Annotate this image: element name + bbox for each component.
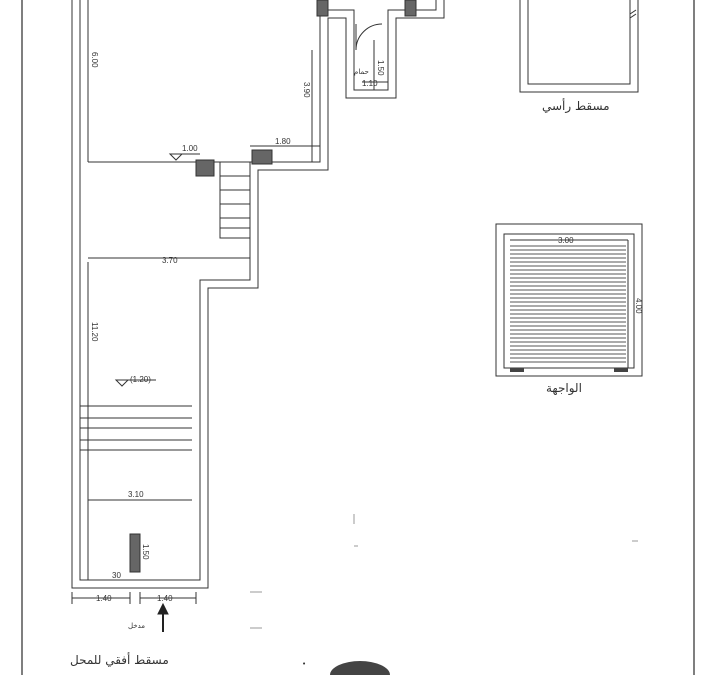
elevation-drawing: [520, 0, 638, 92]
level-marks: [116, 154, 200, 386]
column: [317, 0, 328, 16]
dim-180: 1.80: [275, 137, 291, 146]
dim-110: 1.10: [362, 79, 378, 88]
bottom-mark: •: [302, 660, 307, 668]
entrance-arrow: [158, 604, 168, 632]
scale-badge: [330, 661, 390, 675]
dim-370: 3.70: [162, 256, 178, 265]
dim-top-vertical: 6.00: [90, 52, 99, 68]
facade-frame: [496, 224, 642, 376]
facade-drawing: [496, 224, 642, 376]
level-mark-lower: [116, 380, 128, 386]
entrance-label: مدخل: [128, 622, 146, 630]
column: [252, 150, 272, 164]
facade-height-dim: 4.00: [634, 298, 643, 314]
dim-door-left: 1.40: [96, 594, 112, 603]
dim-door-right: 1.40: [157, 594, 173, 603]
bath-door-swing: [356, 24, 382, 50]
floor-plan: [72, 0, 444, 604]
facade-width-dim: 3.00: [558, 236, 574, 245]
facade-title: الواجهة: [546, 381, 582, 395]
annotation-ticks: [250, 514, 638, 628]
dim-col-30: 30: [112, 571, 121, 580]
upper-stair: [220, 162, 250, 238]
column: [196, 160, 214, 176]
level-mark-upper: [170, 154, 182, 160]
bathroom-label: حمام: [354, 68, 369, 76]
elevation-title: مسقط رأسي: [542, 99, 610, 113]
column: [405, 0, 416, 16]
dim-mid-vertical: 11.20: [90, 322, 99, 342]
dim-bath-150: 1.50: [376, 60, 385, 76]
lower-stair: [80, 406, 192, 450]
column: [130, 534, 140, 572]
level-upper-label: 1.00: [182, 144, 198, 153]
dim-col-150: 1.50: [141, 544, 150, 560]
facade-feet: [510, 368, 628, 372]
rolling-shutter: [510, 246, 626, 362]
dim-390: 3.90: [302, 82, 311, 98]
dim-310: 3.10: [128, 490, 144, 499]
level-lower-label: (1.20): [130, 375, 151, 384]
plan-title: مسقط أفقي للمحل: [70, 653, 169, 667]
